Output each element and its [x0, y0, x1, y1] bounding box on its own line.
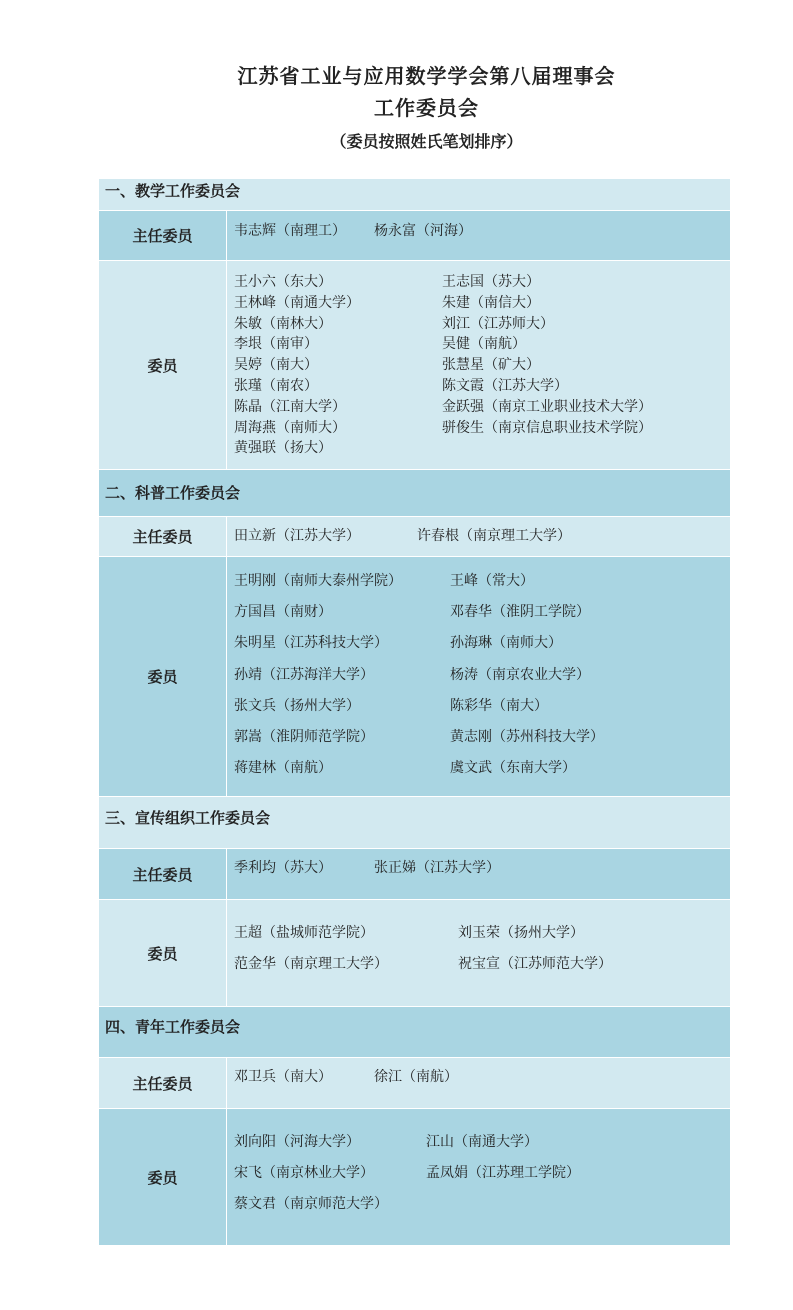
member-line	[234, 949, 730, 980]
member-name: 孙海琳（南师大）	[450, 635, 562, 652]
member-name: 祝宝宣（江苏师范大学）	[458, 956, 612, 973]
member-name: 金跃强（南京工业职业技术大学）	[442, 398, 652, 415]
member-name: 陈晶（江南大学）	[234, 398, 346, 415]
member-line	[234, 722, 730, 753]
member-name: 王志国（苏大）	[442, 274, 540, 290]
member-name: 蒋建林（南航）	[234, 760, 332, 777]
section-heading-popular-science: 二、科普工作委员会	[99, 470, 730, 517]
member-list	[227, 557, 730, 796]
member-line	[234, 691, 730, 722]
page-subtitle: （委员按照姓氏笔划排序）	[330, 132, 523, 151]
member-line	[234, 753, 730, 784]
member-row-youth	[99, 1109, 730, 1245]
member-name: 王明刚（南师大泰州学院）	[234, 573, 402, 589]
member-row-popular-science	[99, 557, 730, 797]
member-name: 刘向阳（河海大学）	[234, 1134, 360, 1150]
director-name: 杨永富（河海）	[374, 223, 472, 239]
director-name: 田立新（江苏大学）	[234, 528, 360, 544]
member-name: 杨涛（南京农业大学）	[450, 666, 590, 683]
member-name: 郭嵩（淮阴师范学院）	[234, 729, 374, 746]
member-label: 委员	[99, 557, 227, 796]
member-name: 张文兵（扬州大学）	[234, 697, 360, 714]
member-list	[227, 261, 730, 469]
page-title: 江苏省工业与应用数学学会第八届理事会	[237, 64, 616, 88]
member-name: 邓春华（淮阴工学院）	[450, 604, 590, 621]
member-name: 骈俊生（南京信息职业技术学院）	[442, 419, 652, 436]
member-name: 张慧星（矿大）	[442, 357, 540, 374]
member-name: 王峰（常大）	[450, 573, 534, 589]
member-line	[234, 272, 730, 293]
director-row-publicity	[99, 849, 730, 900]
member-name: 刘玉荣（扬州大学）	[458, 925, 584, 941]
member-line	[234, 597, 730, 628]
member-name: 黄强联（扬大）	[234, 440, 332, 457]
member-name: 黄志刚（苏州科技大学）	[450, 729, 604, 746]
member-line	[234, 376, 730, 397]
member-line	[234, 355, 730, 376]
member-name: 江山（南通大学）	[426, 1134, 538, 1150]
director-label: 主任委员	[99, 517, 227, 556]
member-name: 朱敏（南林大）	[234, 315, 332, 332]
director-name: 徐江（南航）	[374, 1069, 458, 1085]
section-heading-teaching: 一、教学工作委员会	[99, 179, 730, 211]
member-name: 张瑾（南农）	[234, 377, 318, 394]
director-name: 季利均（苏大）	[234, 860, 332, 876]
director-label: 主任委员	[99, 849, 227, 899]
member-name: 李垠（南审）	[234, 336, 318, 353]
director-label: 主任委员	[99, 1058, 227, 1108]
member-line	[234, 293, 730, 314]
member-name: 方国昌（南财）	[234, 604, 332, 621]
member-row-teaching	[99, 261, 730, 470]
director-name: 张正娣（江苏大学）	[374, 860, 500, 876]
member-name: 周海燕（南师大）	[234, 419, 346, 436]
member-name: 刘江（江苏师大）	[442, 315, 554, 332]
member-line	[234, 660, 730, 691]
member-name: 孙靖（江苏海洋大学）	[234, 666, 374, 683]
director-label: 主任委员	[99, 211, 227, 260]
director-list	[227, 849, 730, 899]
member-name: 孟凤娟（江苏理工学院）	[426, 1165, 580, 1182]
member-line	[234, 1158, 730, 1189]
member-name: 宋飞（南京林业大学）	[234, 1165, 374, 1182]
member-name: 朱明星（江苏科技大学）	[234, 635, 388, 652]
member-name: 王小六（东大）	[234, 274, 332, 290]
page-header	[0, 60, 793, 158]
director-name: 韦志辉（南理工）	[234, 223, 346, 239]
member-line	[234, 314, 730, 335]
member-list	[227, 900, 730, 1006]
member-row-publicity	[99, 900, 730, 1007]
member-label: 委员	[99, 1109, 227, 1245]
member-name: 王林峰（南通大学）	[234, 294, 360, 311]
member-line	[234, 418, 730, 439]
member-label: 委员	[99, 261, 227, 469]
member-name: 吴健（南航）	[442, 336, 526, 353]
member-line	[234, 566, 730, 597]
member-name: 王超（盐城师范学院）	[234, 925, 374, 941]
member-list	[227, 1109, 730, 1245]
member-label: 委员	[99, 900, 227, 1006]
section-heading-publicity: 三、宣传组织工作委员会	[99, 797, 730, 849]
director-name: 许春根（南京理工大学）	[417, 528, 571, 544]
member-line	[234, 438, 730, 459]
director-name: 邓卫兵（南大）	[234, 1069, 332, 1085]
committee-table	[99, 179, 730, 1245]
director-row-teaching	[99, 211, 730, 261]
director-row-youth	[99, 1058, 730, 1109]
member-line	[234, 334, 730, 355]
member-name: 范金华（南京理工大学）	[234, 956, 388, 973]
member-name: 陈彩华（南大）	[450, 697, 548, 714]
member-name: 吴婷（南大）	[234, 357, 318, 374]
director-list	[227, 517, 730, 556]
director-list	[227, 211, 730, 260]
director-list	[227, 1058, 730, 1108]
member-line	[234, 628, 730, 659]
member-name: 蔡文君（南京师范大学）	[234, 1196, 388, 1213]
member-line	[234, 1189, 730, 1220]
member-line	[234, 397, 730, 418]
section-heading-youth: 四、青年工作委员会	[99, 1007, 730, 1058]
member-name: 陈文霞（江苏大学）	[442, 377, 568, 394]
member-line	[234, 918, 730, 949]
member-name: 朱建（南信大）	[442, 294, 540, 311]
page-title-line2: 工作委员会	[374, 96, 479, 120]
member-line	[234, 1127, 730, 1158]
member-name: 虞文武（东南大学）	[450, 760, 576, 777]
director-row-popular-science	[99, 517, 730, 557]
